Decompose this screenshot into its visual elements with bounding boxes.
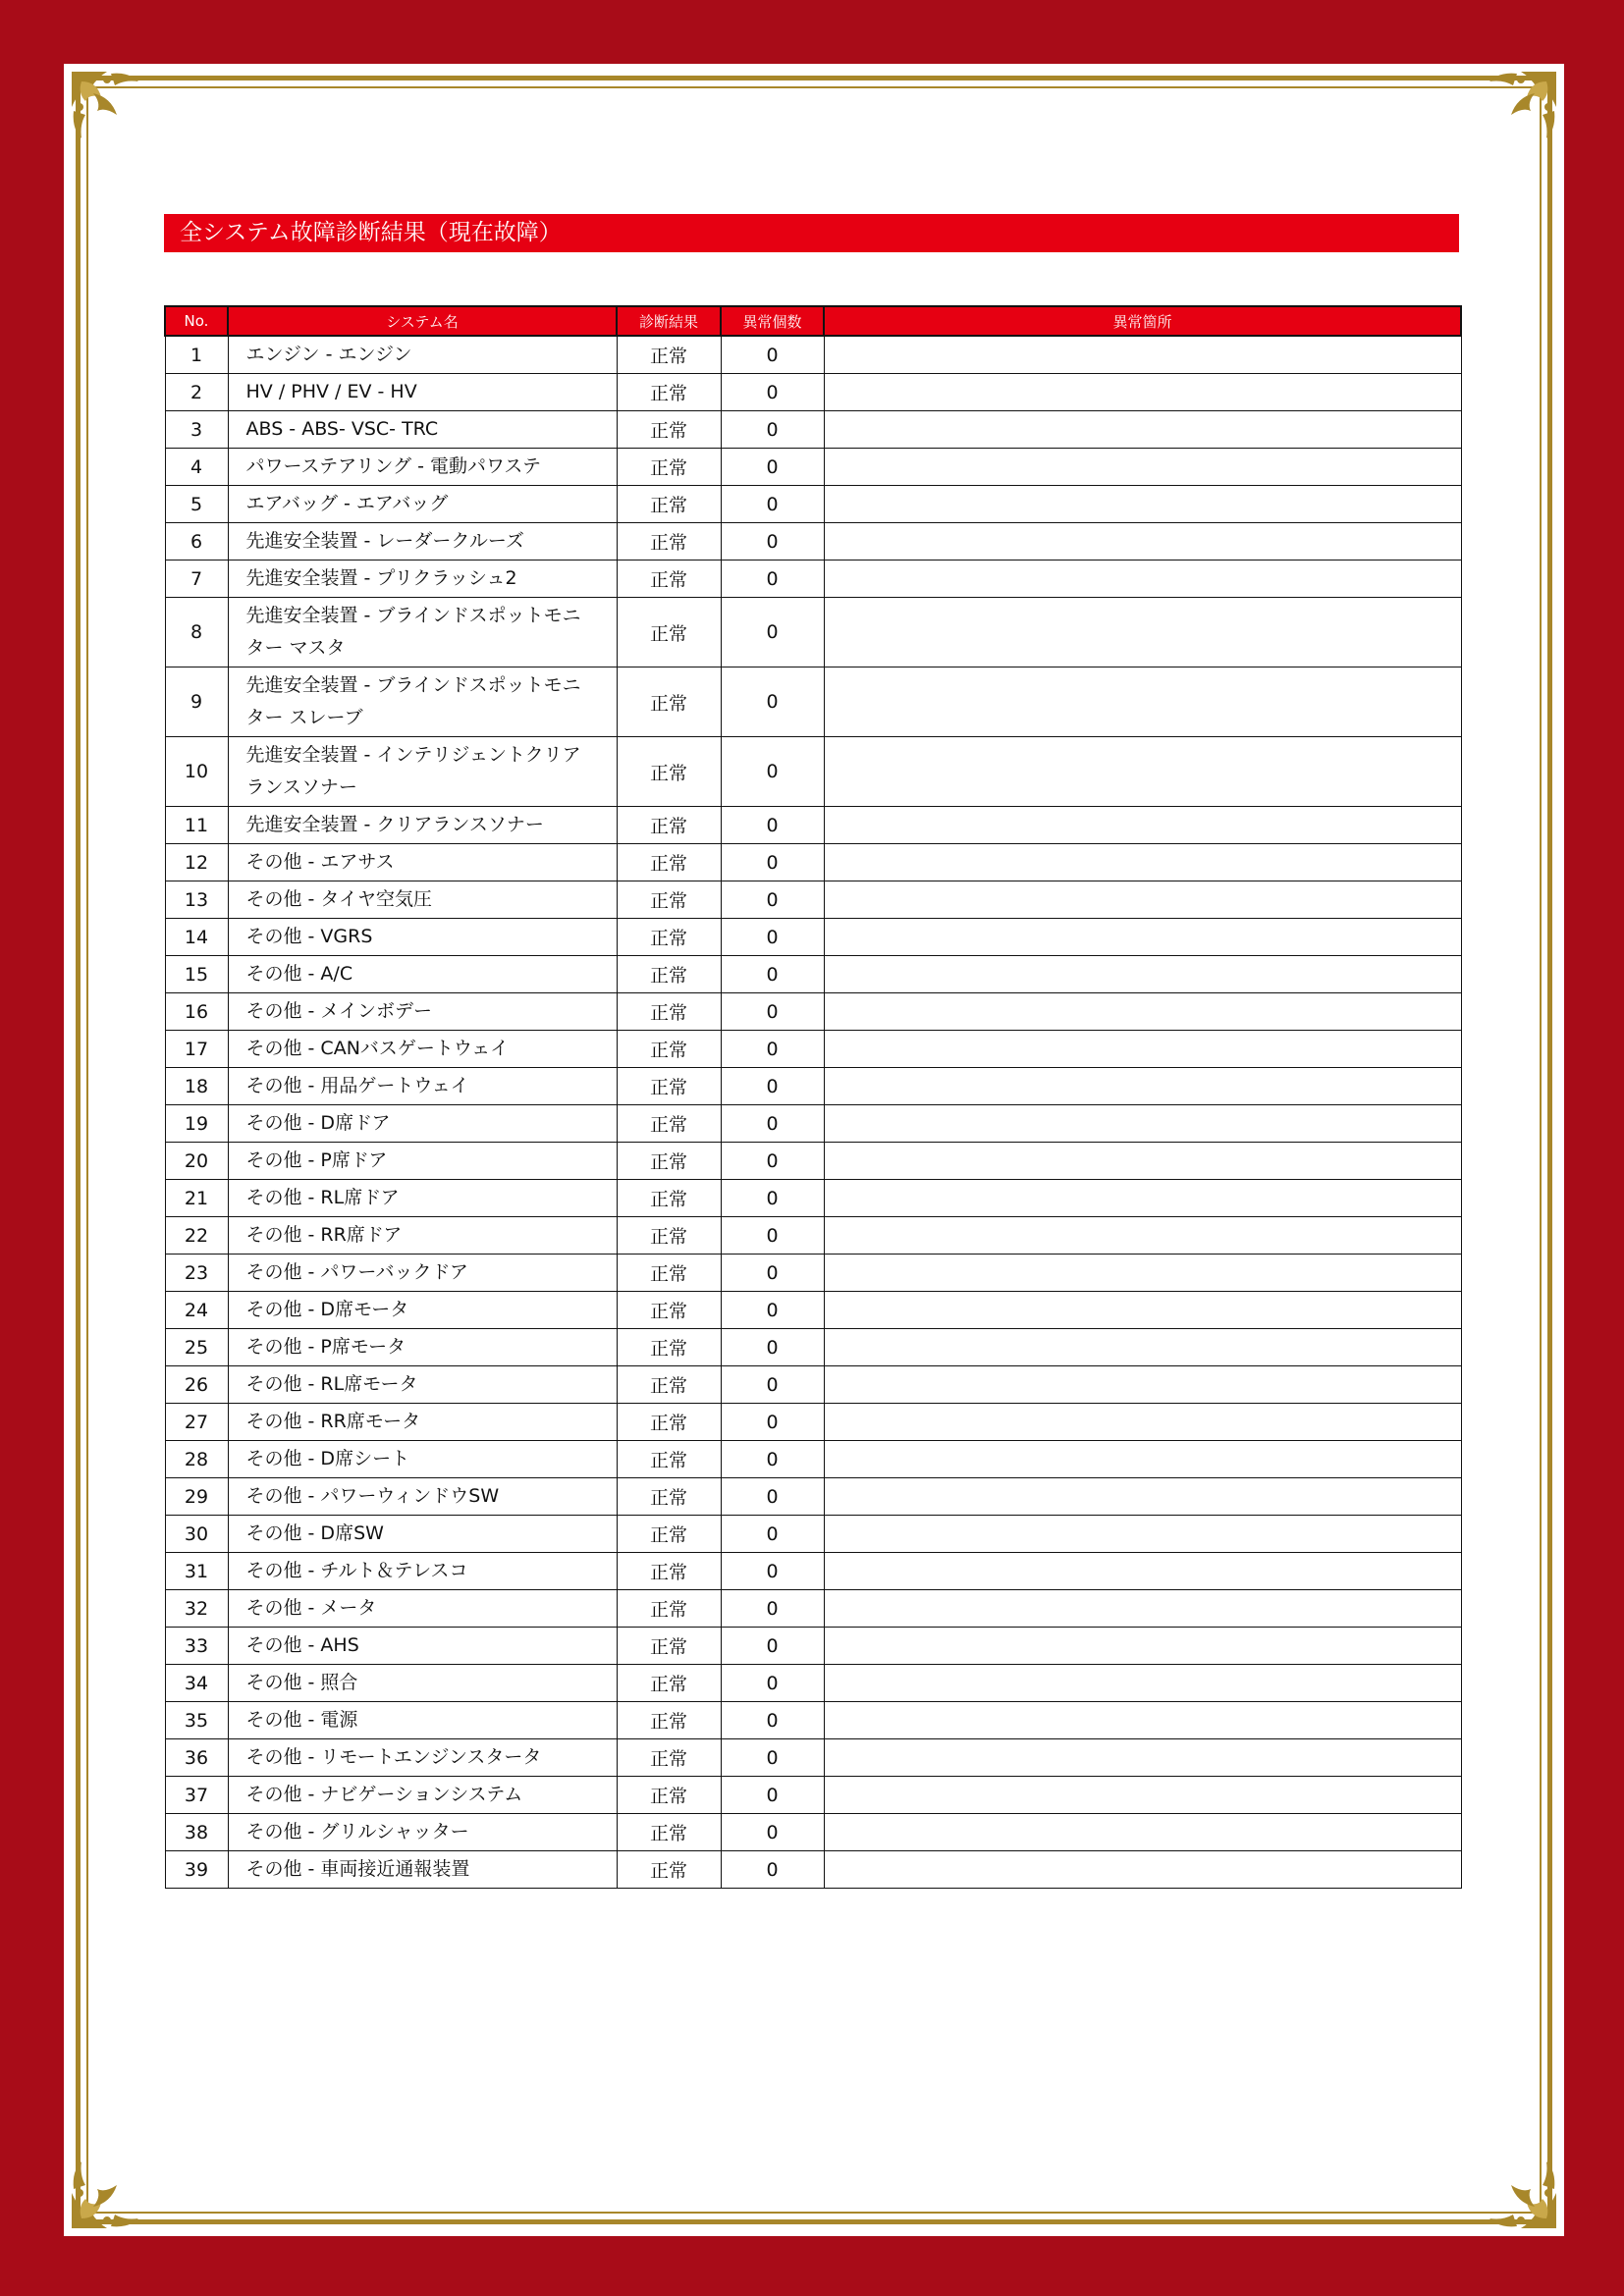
row-count-cell: 0: [721, 1851, 824, 1889]
table-row: [165, 919, 1461, 956]
row-count-cell: 0: [721, 1143, 824, 1180]
table-row: [165, 1441, 1461, 1478]
table-row: [165, 1031, 1461, 1068]
row-count-cell: 0: [721, 807, 824, 844]
row-system-name-cell: その他 - RL席モータ: [228, 1366, 617, 1404]
row-system-name-cell: その他 - RR席モータ: [228, 1404, 617, 1441]
table-row: [165, 1329, 1461, 1366]
row-system-name-cell: その他 - D席モータ: [228, 1292, 617, 1329]
row-count-cell: 0: [721, 1441, 824, 1478]
row-count-cell: 0: [721, 1217, 824, 1255]
row-system-name-cell: 先進安全装置 - レーダークルーズ: [228, 523, 617, 561]
row-no-cell: 22: [165, 1217, 228, 1255]
row-result-cell: 正常: [617, 807, 721, 844]
table-row: [165, 449, 1461, 486]
row-count-cell: 0: [721, 1255, 824, 1292]
row-system-name-cell: その他 - AHS: [228, 1628, 617, 1665]
row-count-cell: 0: [721, 1628, 824, 1665]
diagnosis-table: [164, 305, 1462, 1889]
table-row: [165, 1665, 1461, 1702]
row-no-cell: 2: [165, 374, 228, 411]
row-system-name-cell: その他 - RR席ドア: [228, 1217, 617, 1255]
table-row: [165, 1777, 1461, 1814]
table-row: [165, 598, 1461, 667]
row-no-cell: 29: [165, 1478, 228, 1516]
row-location-cell: [824, 1217, 1461, 1255]
row-system-name-cell: その他 - タイヤ空気圧: [228, 881, 617, 919]
corner-ornament-icon: [68, 2142, 158, 2232]
row-count-cell: 0: [721, 1068, 824, 1105]
row-count-cell: 0: [721, 1516, 824, 1553]
row-no-cell: 5: [165, 486, 228, 523]
row-location-cell: [824, 336, 1461, 374]
row-result-cell: 正常: [617, 523, 721, 561]
row-system-name-cell: その他 - 電源: [228, 1702, 617, 1739]
row-count-cell: 0: [721, 844, 824, 881]
row-count-cell: 0: [721, 993, 824, 1031]
row-result-cell: 正常: [617, 486, 721, 523]
row-count-cell: 0: [721, 1814, 824, 1851]
row-count-cell: 0: [721, 881, 824, 919]
header-no: No.: [165, 306, 228, 336]
page-title: 全システム故障診断結果（現在故障）: [164, 214, 1459, 252]
row-no-cell: 21: [165, 1180, 228, 1217]
row-result-cell: 正常: [617, 1590, 721, 1628]
row-location-cell: [824, 1143, 1461, 1180]
row-count-cell: 0: [721, 1739, 824, 1777]
row-result-cell: 正常: [617, 1478, 721, 1516]
row-system-name-cell: その他 - チルト＆テレスコ: [228, 1553, 617, 1590]
row-system-name-cell: その他 - VGRS: [228, 919, 617, 956]
table-row: [165, 1217, 1461, 1255]
row-result-cell: 正常: [617, 598, 721, 667]
row-no-cell: 17: [165, 1031, 228, 1068]
table-row: [165, 411, 1461, 449]
row-system-name-cell: その他 - グリルシャッター: [228, 1814, 617, 1851]
row-location-cell: [824, 1702, 1461, 1739]
row-location-cell: [824, 1292, 1461, 1329]
row-system-name-cell: その他 - D席ドア: [228, 1105, 617, 1143]
table-row: [165, 881, 1461, 919]
row-count-cell: 0: [721, 1590, 824, 1628]
row-location-cell: [824, 919, 1461, 956]
row-result-cell: 正常: [617, 919, 721, 956]
row-system-name-cell: その他 - エアサス: [228, 844, 617, 881]
row-no-cell: 20: [165, 1143, 228, 1180]
header-result: 診断結果: [617, 306, 721, 336]
row-location-cell: [824, 667, 1461, 737]
row-location-cell: [824, 411, 1461, 449]
row-result-cell: 正常: [617, 667, 721, 737]
header-count: 異常個数: [721, 306, 824, 336]
row-location-cell: [824, 1366, 1461, 1404]
table-row: [165, 1404, 1461, 1441]
row-location-cell: [824, 807, 1461, 844]
table-row: [165, 561, 1461, 598]
row-no-cell: 9: [165, 667, 228, 737]
table-row: [165, 1553, 1461, 1590]
row-count-cell: 0: [721, 374, 824, 411]
row-system-name-cell: その他 - パワーウィンドウSW: [228, 1478, 617, 1516]
table-header-row: [165, 306, 1461, 336]
row-location-cell: [824, 598, 1461, 667]
row-no-cell: 15: [165, 956, 228, 993]
row-location-cell: [824, 1553, 1461, 1590]
row-location-cell: [824, 1478, 1461, 1516]
row-no-cell: 36: [165, 1739, 228, 1777]
row-result-cell: 正常: [617, 956, 721, 993]
row-result-cell: 正常: [617, 1329, 721, 1366]
row-system-name-cell: その他 - D席シート: [228, 1441, 617, 1478]
row-count-cell: 0: [721, 1553, 824, 1590]
row-location-cell: [824, 1851, 1461, 1889]
row-no-cell: 13: [165, 881, 228, 919]
table-row: [165, 1628, 1461, 1665]
row-location-cell: [824, 1329, 1461, 1366]
table-row: [165, 374, 1461, 411]
row-no-cell: 38: [165, 1814, 228, 1851]
row-no-cell: 11: [165, 807, 228, 844]
row-result-cell: 正常: [617, 1516, 721, 1553]
table-row: [165, 807, 1461, 844]
row-no-cell: 4: [165, 449, 228, 486]
row-no-cell: 1: [165, 336, 228, 374]
row-result-cell: 正常: [617, 1739, 721, 1777]
table-row: [165, 486, 1461, 523]
row-location-cell: [824, 993, 1461, 1031]
row-result-cell: 正常: [617, 1702, 721, 1739]
row-result-cell: 正常: [617, 1105, 721, 1143]
table-row: [165, 844, 1461, 881]
row-system-name-cell: 先進安全装置 - ブラインドスポットモニター スレーブ: [228, 667, 617, 737]
row-result-cell: 正常: [617, 737, 721, 807]
row-result-cell: 正常: [617, 1068, 721, 1105]
row-no-cell: 25: [165, 1329, 228, 1366]
row-location-cell: [824, 1777, 1461, 1814]
row-no-cell: 34: [165, 1665, 228, 1702]
row-no-cell: 7: [165, 561, 228, 598]
row-no-cell: 23: [165, 1255, 228, 1292]
row-system-name-cell: 先進安全装置 - ブラインドスポットモニター マスタ: [228, 598, 617, 667]
table-body: [165, 336, 1461, 1889]
row-no-cell: 26: [165, 1366, 228, 1404]
row-result-cell: 正常: [617, 449, 721, 486]
row-system-name-cell: ABS - ABS- VSC- TRC: [228, 411, 617, 449]
table-row: [165, 1366, 1461, 1404]
row-location-cell: [824, 956, 1461, 993]
row-no-cell: 39: [165, 1851, 228, 1889]
row-location-cell: [824, 1628, 1461, 1665]
row-system-name-cell: 先進安全装置 - クリアランスソナー: [228, 807, 617, 844]
table-row: [165, 1105, 1461, 1143]
table-row: [165, 336, 1461, 374]
row-location-cell: [824, 881, 1461, 919]
row-no-cell: 3: [165, 411, 228, 449]
row-no-cell: 37: [165, 1777, 228, 1814]
row-location-cell: [824, 1739, 1461, 1777]
row-no-cell: 28: [165, 1441, 228, 1478]
row-location-cell: [824, 374, 1461, 411]
row-no-cell: 33: [165, 1628, 228, 1665]
table-row: [165, 1255, 1461, 1292]
row-system-name-cell: その他 - 用品ゲートウェイ: [228, 1068, 617, 1105]
table-row: [165, 667, 1461, 737]
table-row: [165, 1143, 1461, 1180]
row-system-name-cell: その他 - P席モータ: [228, 1329, 617, 1366]
row-count-cell: 0: [721, 1329, 824, 1366]
row-location-cell: [824, 1665, 1461, 1702]
row-no-cell: 19: [165, 1105, 228, 1143]
row-system-name-cell: 先進安全装置 - プリクラッシュ2: [228, 561, 617, 598]
table-row: [165, 1516, 1461, 1553]
row-location-cell: [824, 523, 1461, 561]
row-result-cell: 正常: [617, 1441, 721, 1478]
row-result-cell: 正常: [617, 1851, 721, 1889]
report-page: [64, 64, 1564, 2236]
row-count-cell: 0: [721, 486, 824, 523]
row-count-cell: 0: [721, 1478, 824, 1516]
row-no-cell: 35: [165, 1702, 228, 1739]
row-location-cell: [824, 1105, 1461, 1143]
header-system-name: システム名: [228, 306, 617, 336]
row-result-cell: 正常: [617, 1628, 721, 1665]
row-count-cell: 0: [721, 1665, 824, 1702]
row-location-cell: [824, 1031, 1461, 1068]
header-location: 異常箇所: [824, 306, 1461, 336]
row-no-cell: 14: [165, 919, 228, 956]
row-result-cell: 正常: [617, 1292, 721, 1329]
row-system-name-cell: その他 - 車両接近通報装置: [228, 1851, 617, 1889]
table-row: [165, 1180, 1461, 1217]
table-row: [165, 1478, 1461, 1516]
row-count-cell: 0: [721, 1777, 824, 1814]
row-location-cell: [824, 1068, 1461, 1105]
row-location-cell: [824, 1441, 1461, 1478]
corner-ornament-icon: [68, 68, 158, 158]
table-row: [165, 993, 1461, 1031]
row-count-cell: 0: [721, 411, 824, 449]
row-result-cell: 正常: [617, 844, 721, 881]
row-count-cell: 0: [721, 561, 824, 598]
row-system-name-cell: その他 - リモートエンジンスタータ: [228, 1739, 617, 1777]
row-no-cell: 18: [165, 1068, 228, 1105]
row-no-cell: 6: [165, 523, 228, 561]
row-location-cell: [824, 1180, 1461, 1217]
row-system-name-cell: その他 - P席ドア: [228, 1143, 617, 1180]
table-row: [165, 523, 1461, 561]
row-count-cell: 0: [721, 336, 824, 374]
row-location-cell: [824, 1255, 1461, 1292]
row-count-cell: 0: [721, 1366, 824, 1404]
row-result-cell: 正常: [617, 1143, 721, 1180]
table-row: [165, 1851, 1461, 1889]
row-no-cell: 30: [165, 1516, 228, 1553]
row-no-cell: 32: [165, 1590, 228, 1628]
corner-ornament-icon: [1470, 2142, 1560, 2232]
row-location-cell: [824, 737, 1461, 807]
row-system-name-cell: その他 - CANバスゲートウェイ: [228, 1031, 617, 1068]
row-count-cell: 0: [721, 737, 824, 807]
row-result-cell: 正常: [617, 1180, 721, 1217]
table-row: [165, 737, 1461, 807]
row-result-cell: 正常: [617, 993, 721, 1031]
row-no-cell: 24: [165, 1292, 228, 1329]
row-result-cell: 正常: [617, 1255, 721, 1292]
row-count-cell: 0: [721, 1180, 824, 1217]
row-system-name-cell: その他 - A/C: [228, 956, 617, 993]
row-result-cell: 正常: [617, 1814, 721, 1851]
row-result-cell: 正常: [617, 374, 721, 411]
table-row: [165, 1702, 1461, 1739]
row-location-cell: [824, 486, 1461, 523]
row-system-name-cell: その他 - ナビゲーションシステム: [228, 1777, 617, 1814]
table-row: [165, 1739, 1461, 1777]
row-system-name-cell: 先進安全装置 - インテリジェントクリアランスソナー: [228, 737, 617, 807]
row-result-cell: 正常: [617, 1665, 721, 1702]
row-no-cell: 12: [165, 844, 228, 881]
row-result-cell: 正常: [617, 1777, 721, 1814]
row-system-name-cell: その他 - D席SW: [228, 1516, 617, 1553]
row-count-cell: 0: [721, 667, 824, 737]
row-system-name-cell: その他 - RL席ドア: [228, 1180, 617, 1217]
row-no-cell: 8: [165, 598, 228, 667]
row-system-name-cell: エアバッグ - エアバッグ: [228, 486, 617, 523]
row-count-cell: 0: [721, 449, 824, 486]
row-location-cell: [824, 449, 1461, 486]
row-location-cell: [824, 1516, 1461, 1553]
row-count-cell: 0: [721, 523, 824, 561]
row-count-cell: 0: [721, 1031, 824, 1068]
row-count-cell: 0: [721, 956, 824, 993]
row-no-cell: 16: [165, 993, 228, 1031]
row-location-cell: [824, 561, 1461, 598]
row-result-cell: 正常: [617, 1553, 721, 1590]
row-system-name-cell: パワーステアリング - 電動パワステ: [228, 449, 617, 486]
table-row: [165, 1068, 1461, 1105]
row-count-cell: 0: [721, 919, 824, 956]
row-system-name-cell: その他 - 照合: [228, 1665, 617, 1702]
row-result-cell: 正常: [617, 336, 721, 374]
row-no-cell: 31: [165, 1553, 228, 1590]
row-result-cell: 正常: [617, 881, 721, 919]
row-result-cell: 正常: [617, 1366, 721, 1404]
table-row: [165, 1292, 1461, 1329]
table-row: [165, 956, 1461, 993]
row-system-name-cell: その他 - メータ: [228, 1590, 617, 1628]
row-count-cell: 0: [721, 1105, 824, 1143]
row-no-cell: 27: [165, 1404, 228, 1441]
row-system-name-cell: その他 - メインボデー: [228, 993, 617, 1031]
row-result-cell: 正常: [617, 561, 721, 598]
row-result-cell: 正常: [617, 1217, 721, 1255]
row-location-cell: [824, 1590, 1461, 1628]
row-count-cell: 0: [721, 1702, 824, 1739]
row-system-name-cell: エンジン - エンジン: [228, 336, 617, 374]
table-row: [165, 1590, 1461, 1628]
row-location-cell: [824, 1814, 1461, 1851]
row-result-cell: 正常: [617, 411, 721, 449]
row-result-cell: 正常: [617, 1404, 721, 1441]
row-count-cell: 0: [721, 598, 824, 667]
row-count-cell: 0: [721, 1292, 824, 1329]
row-system-name-cell: HV / PHV / EV - HV: [228, 374, 617, 411]
table-row: [165, 1814, 1461, 1851]
row-result-cell: 正常: [617, 1031, 721, 1068]
row-count-cell: 0: [721, 1404, 824, 1441]
row-location-cell: [824, 844, 1461, 881]
row-location-cell: [824, 1404, 1461, 1441]
corner-ornament-icon: [1470, 68, 1560, 158]
row-system-name-cell: その他 - パワーバックドア: [228, 1255, 617, 1292]
row-no-cell: 10: [165, 737, 228, 807]
